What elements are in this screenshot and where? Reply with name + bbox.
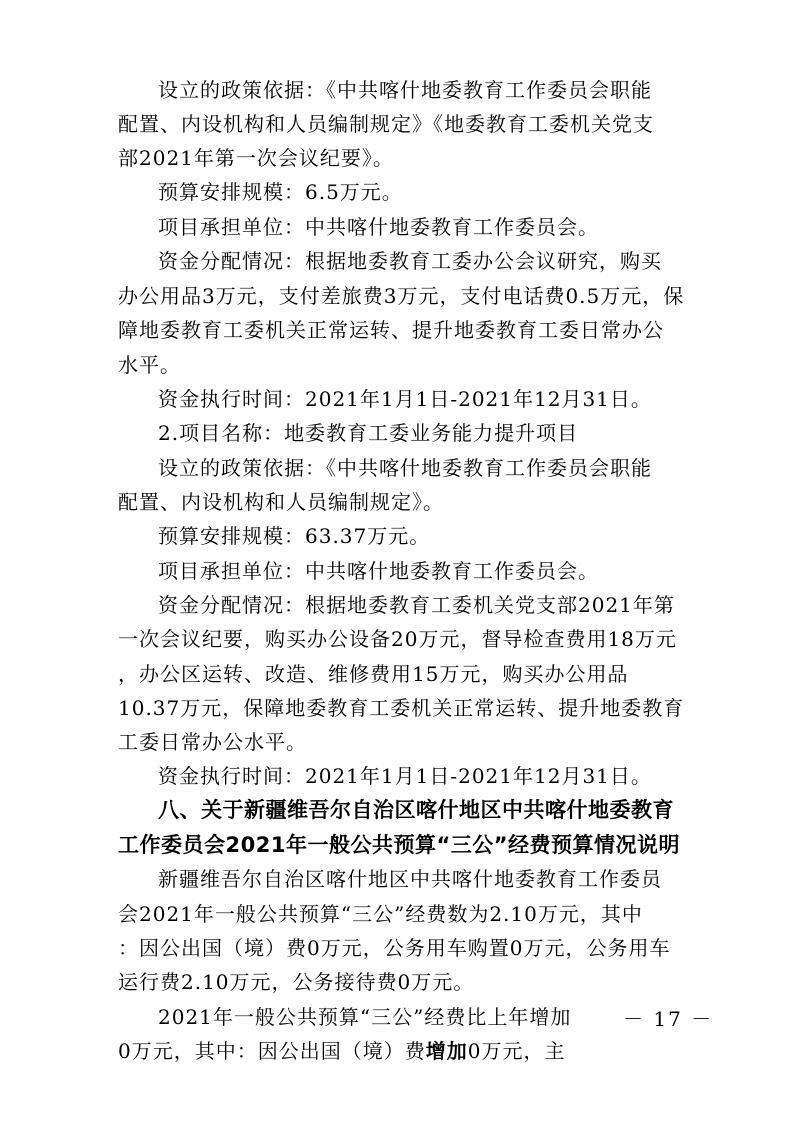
text-segment: 0万元，主 bbox=[467, 1039, 566, 1063]
text-line: 项目承担单位：中共喀什地委教育工作委员会。 bbox=[158, 559, 599, 583]
text-line: 项目承担单位：中共喀什地委教育工作委员会。 bbox=[158, 215, 599, 239]
text-line: 配置、内设机构和人员编制规定》。 bbox=[118, 490, 444, 514]
text-line: 资金执行时间：2021年1月1日-2021年12月31日。 bbox=[158, 764, 652, 788]
text-line: 预算安排规模：6.5万元。 bbox=[158, 180, 403, 204]
section-heading: 工作委员会2021年一般公共预算“三公”经费预算情况说明 bbox=[118, 833, 681, 857]
text-line: 新疆维吾尔自治区喀什地区中共喀什地委教育工作委员 bbox=[158, 867, 662, 891]
text-line: 2.项目名称：地委教育工委业务能力提升项目 bbox=[158, 421, 579, 445]
text-line: 部2021年第一次会议纪要》。 bbox=[118, 146, 394, 170]
text-line: 2021年一般公共预算“三公”经费比上年增加 bbox=[158, 1005, 572, 1029]
text-line: 办公用品3万元，支付差旅费3万元，支付电话费0.5万元，保 bbox=[118, 284, 685, 308]
text-line: 水平。 bbox=[118, 353, 181, 377]
text-line: 运行费2.10万元，公务接待费0万元。 bbox=[118, 970, 475, 994]
text-segment: 0万元，其中：因公出国（境）费 bbox=[118, 1039, 426, 1063]
text-line: 一次会议纪要，购买办公设备20万元，督导检查费用18万元 bbox=[118, 627, 677, 651]
text-segment-bold: 增加 bbox=[425, 1039, 468, 1063]
text-line: 预算安排规模：63.37万元。 bbox=[158, 524, 431, 548]
text-line: 会2021年一般公共预算“三公”经费数为2.10万元，其中 bbox=[118, 902, 643, 926]
text-line: 障地委教育工委机关正常运转、提升地委教育工委日常办公 bbox=[118, 318, 664, 342]
text-line: 10.37万元，保障地委教育工委机关正常运转、提升地委教育 bbox=[118, 696, 685, 720]
text-line: 资金分配情况：根据地委教育工委办公会议研究，购买 bbox=[158, 249, 662, 273]
text-line: 工委日常办公水平。 bbox=[118, 730, 307, 754]
text-line: 设立的政策依据：《中共喀什地委教育工作委员会职能 bbox=[158, 78, 652, 102]
text-line bbox=[118, 1034, 565, 1068]
text-line: ，办公区运转、改造、维修费用15万元，购买办公用品 bbox=[118, 662, 629, 686]
text-line: 设立的政策依据：《中共喀什地委教育工作委员会职能 bbox=[158, 456, 652, 480]
section-heading: 八、关于新疆维吾尔自治区喀什地区中共喀什地委教育 bbox=[158, 798, 674, 822]
text-line: 配置、内设机构和人员编制规定》《地委教育工委机关党支 bbox=[118, 112, 654, 136]
text-line: 资金分配情况：根据地委教育工委机关党支部2021年第 bbox=[158, 593, 675, 617]
text-line: 资金执行时间：2021年1月1日-2021年12月31日。 bbox=[158, 387, 652, 411]
page-number: － 17 － bbox=[623, 1007, 714, 1031]
text-line: ：因公出国（境）费0万元，公务用车购置0万元，公务用车 bbox=[118, 936, 671, 960]
